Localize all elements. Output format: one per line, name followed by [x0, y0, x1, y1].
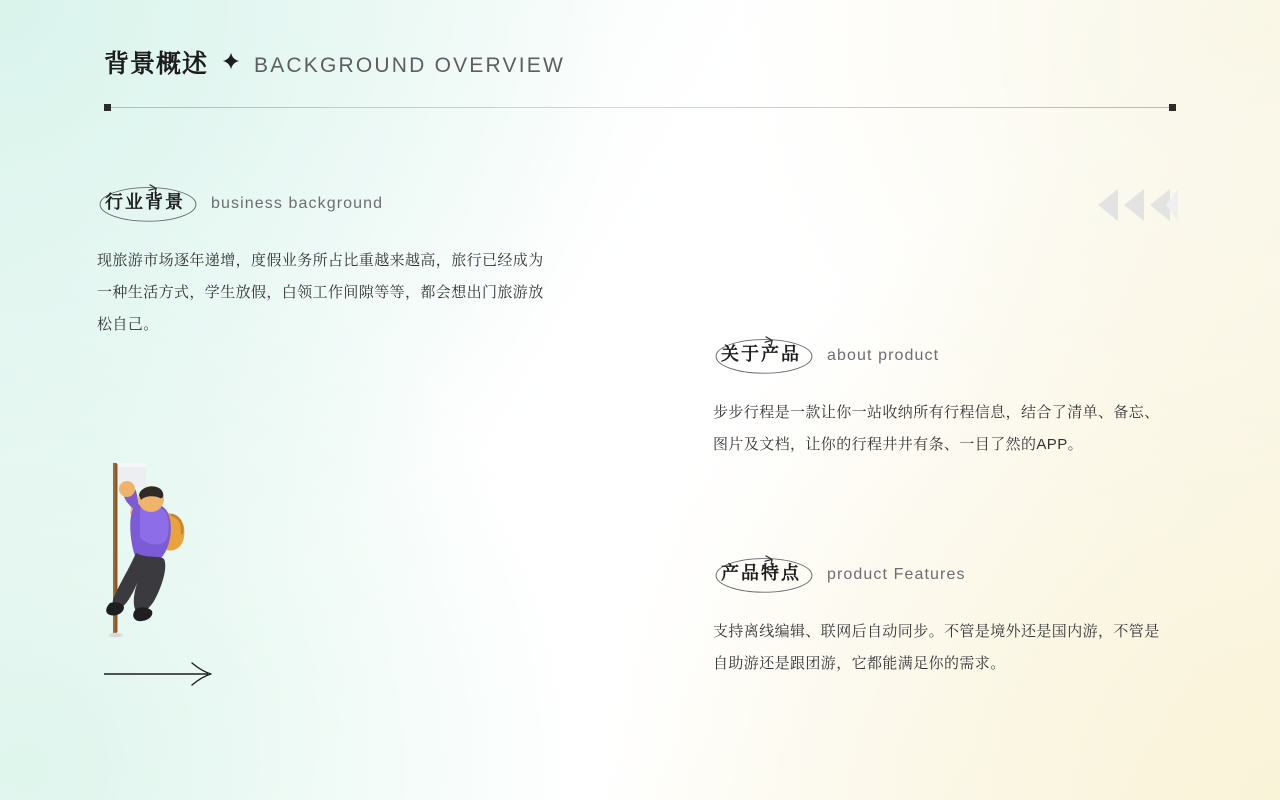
triple-chevron-left-icon — [1092, 188, 1184, 222]
long-arrow-right-icon — [104, 660, 216, 686]
section-features — [713, 555, 1183, 680]
section-product-title-en: about product — [827, 346, 940, 364]
section-features-body: 支持离线编辑、联网后自动同步。不管是境外还是国内游，不管是自助游还是跟团游，它都能满足你的需求。 — [713, 623, 1160, 672]
section-industry — [97, 184, 567, 341]
divider-line — [104, 107, 1176, 108]
divider-cap-left — [104, 104, 111, 111]
section-features-title-en: product Features — [827, 565, 966, 583]
section-features-heading — [713, 555, 1183, 594]
section-industry-title-en: business background — [211, 194, 384, 212]
section-features-title-cn: 产品特点 — [721, 563, 801, 583]
section-product — [713, 336, 1183, 461]
page-title-cn: 背景概述 — [104, 50, 209, 78]
divider-cap-right — [1169, 104, 1176, 111]
section-industry-title-cn: 行业背景 — [105, 192, 185, 212]
hiker-with-flag-illustration — [96, 455, 226, 645]
section-industry-heading — [97, 184, 567, 223]
four-point-star-icon — [222, 52, 240, 73]
section-product-title-cn: 关于产品 — [721, 344, 801, 364]
section-industry-body: 现旅游市场逐年递增，度假业务所占比重越来越高，旅行已经成为一种生活方式，学生放假，白领工作间隙等等，都会想出门旅游放松自己。 — [97, 252, 544, 333]
section-product-title-badge — [713, 336, 815, 375]
section-product-body: 步步行程是一款让你一站收纳所有行程信息，结合了清单、备忘、图片及文档，让你的行程井井有条、一目了然的APP。 — [713, 404, 1160, 453]
page-title-en: BACKGROUND OVERVIEW — [254, 54, 565, 77]
header-divider — [104, 104, 1176, 111]
section-product-heading — [713, 336, 1183, 375]
section-industry-title-badge — [97, 184, 199, 223]
page-title — [104, 52, 565, 77]
section-features-title-badge — [713, 555, 815, 594]
